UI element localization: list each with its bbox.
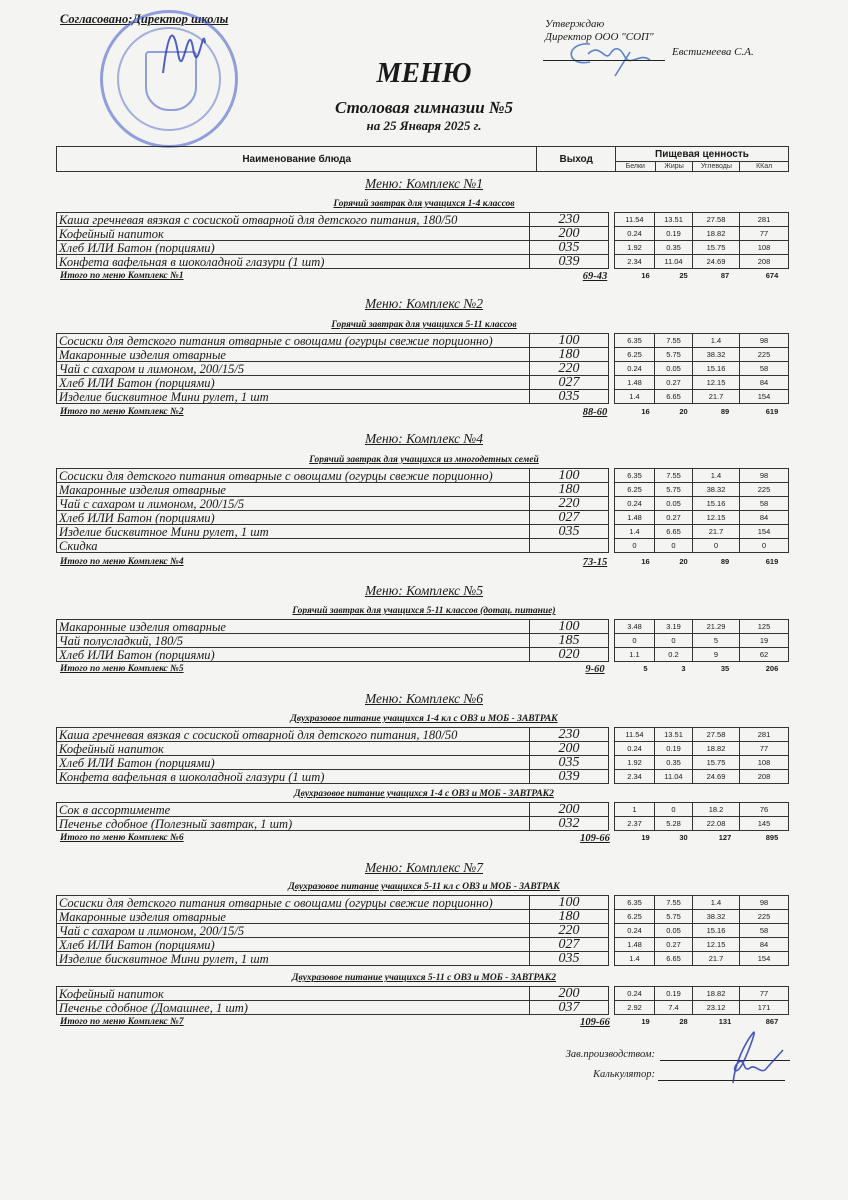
dish-carbs: 18.2 [693, 803, 740, 817]
dish-fat: 0 [655, 803, 693, 817]
production-head-label: Зав.производством: [565, 1049, 655, 1060]
section-title: Меню: Комплекс №4 [364, 431, 484, 446]
table-row [57, 213, 789, 227]
col-kcal: ККал [740, 162, 789, 172]
page-title: МЕНЮ [376, 58, 472, 89]
section-total-row [60, 271, 793, 283]
dish-protein: 6.35 [615, 334, 655, 348]
dish-output: 200 [530, 227, 609, 241]
dish-fat: 0.27 [655, 376, 693, 390]
dish-kcal: 77 [740, 742, 789, 756]
dish-kcal: 62 [740, 648, 789, 662]
col-output: Выход [537, 147, 616, 172]
total-kcal: 619 [765, 557, 779, 566]
dish-fat: 0.05 [655, 497, 693, 511]
dish-kcal: 58 [740, 497, 789, 511]
total-protein: 16 [641, 407, 650, 416]
dish-output: 220 [530, 497, 609, 511]
table-row [57, 728, 789, 742]
dish-protein: 0.24 [615, 987, 655, 1001]
dish-name: Сосиски для детского питания отварные с овощами (огурцы свежие порционно) [57, 469, 530, 483]
table-row [57, 241, 789, 255]
group-subtitle: Двухразовое питание учащихся 5-11 кл с ОВЗ и МОБ - ЗАВТРАК [288, 882, 560, 892]
approver-position: Директор ООО "СОП" [545, 31, 654, 43]
table-row [57, 255, 789, 269]
dish-carbs: 23.12 [693, 1001, 740, 1015]
group-subtitle: Горячий завтрак для учащихся 1-4 классов [333, 199, 515, 209]
dish-kcal: 225 [740, 348, 789, 362]
total-protein: 16 [641, 271, 650, 280]
dish-output: 020 [530, 648, 609, 662]
dish-output: 027 [530, 376, 609, 390]
col-nutrition: Пищевая ценность [615, 147, 788, 162]
dish-carbs: 38.32 [693, 483, 740, 497]
dish-output: 039 [530, 255, 609, 269]
table-row [57, 634, 789, 648]
dish-protein: 0.24 [615, 497, 655, 511]
total-protein: 19 [641, 1017, 650, 1026]
dish-name: Скидка [57, 539, 530, 553]
dish-fat: 0.05 [655, 362, 693, 376]
dish-protein: 1.48 [615, 938, 655, 952]
section-title: Меню: Комплекс №1 [364, 176, 484, 191]
dish-name: Макаронные изделия отварные [57, 348, 530, 362]
total-kcal: 867 [765, 1017, 779, 1026]
dish-protein: 0 [615, 634, 655, 648]
dish-protein: 6.35 [615, 896, 655, 910]
dish-output: 035 [530, 241, 609, 255]
dish-fat: 5.75 [655, 483, 693, 497]
dish-kcal: 145 [740, 817, 789, 831]
dish-carbs: 15.16 [693, 924, 740, 938]
total-label: Итого по меню Комплекс №7 [60, 1017, 184, 1027]
dish-carbs: 38.32 [693, 910, 740, 924]
total-kcal: 674 [765, 271, 779, 280]
dish-name: Кофейный напиток [57, 227, 530, 241]
table-row [57, 497, 789, 511]
dish-kcal: 58 [740, 362, 789, 376]
dish-name: Хлеб ИЛИ Батон (порциями) [57, 376, 530, 390]
dish-table [56, 895, 789, 966]
dish-fat: 7.4 [655, 1001, 693, 1015]
dish-name: Печенье сдобное (Домашнее, 1 шт) [57, 1001, 530, 1015]
dish-carbs: 9 [693, 648, 740, 662]
dish-protein: 6.35 [615, 469, 655, 483]
dish-output: 200 [530, 803, 609, 817]
col-protein: Белки [615, 162, 655, 172]
table-row [57, 620, 789, 634]
dish-fat: 0.19 [655, 987, 693, 1001]
dish-output: 035 [530, 756, 609, 770]
section-total-row [60, 664, 793, 676]
dish-output: 027 [530, 511, 609, 525]
dish-carbs: 0 [693, 539, 740, 553]
dish-kcal: 76 [740, 803, 789, 817]
dish-fat: 6.65 [655, 952, 693, 966]
page-subtitle: Столовая гимназии №5 [334, 98, 514, 117]
table-row [57, 469, 789, 483]
total-kcal: 619 [765, 407, 779, 416]
dish-protein: 1 [615, 803, 655, 817]
table-row [57, 987, 789, 1001]
dish-kcal: 77 [740, 987, 789, 1001]
total-label: Итого по меню Комплекс №5 [60, 664, 184, 674]
dish-kcal: 108 [740, 241, 789, 255]
table-row [57, 817, 789, 831]
dish-protein: 1.48 [615, 511, 655, 525]
dish-carbs: 15.75 [693, 241, 740, 255]
dish-output: 180 [530, 910, 609, 924]
dish-output [530, 539, 609, 553]
total-price: 109-66 [580, 833, 610, 844]
dish-carbs: 12.15 [693, 938, 740, 952]
table-row [57, 924, 789, 938]
dish-fat: 5.28 [655, 817, 693, 831]
dish-kcal: 98 [740, 469, 789, 483]
total-fat: 20 [679, 407, 688, 416]
dish-protein: 0 [615, 539, 655, 553]
dish-carbs: 12.15 [693, 511, 740, 525]
dish-name: Чай полусладкий, 180/5 [57, 634, 530, 648]
dish-protein: 0.24 [615, 742, 655, 756]
calculator-label: Калькулятор: [593, 1069, 655, 1080]
dish-kcal: 108 [740, 756, 789, 770]
approved-by-school-director: Согласовано:Директор школы [60, 12, 229, 26]
dish-protein: 1.1 [615, 648, 655, 662]
dish-fat: 0.35 [655, 756, 693, 770]
dish-protein: 1.48 [615, 376, 655, 390]
director-name: Евстигнеева С.А. [672, 46, 754, 58]
dish-name: Конфета вафельная в шоколадной глазури (1 шт) [57, 770, 530, 784]
dish-carbs: 27.58 [693, 213, 740, 227]
dish-carbs: 15.75 [693, 756, 740, 770]
dish-name: Хлеб ИЛИ Батон (порциями) [57, 241, 530, 255]
dish-carbs: 15.16 [693, 497, 740, 511]
group-subtitle: Горячий завтрак для учащихся из многодетных семей [309, 455, 539, 465]
dish-carbs: 18.82 [693, 742, 740, 756]
table-row [57, 896, 789, 910]
total-price: 69-43 [582, 271, 608, 282]
total-label: Итого по меню Комплекс №4 [60, 557, 184, 567]
dish-table [56, 727, 789, 784]
total-kcal: 206 [765, 664, 779, 673]
dish-carbs: 18.82 [693, 227, 740, 241]
dish-kcal: 84 [740, 938, 789, 952]
total-fat: 30 [679, 833, 688, 842]
total-protein: 5 [643, 664, 648, 673]
dish-output: 027 [530, 938, 609, 952]
dish-name: Сок в ассортименте [57, 803, 530, 817]
dish-protein: 2.34 [615, 255, 655, 269]
dish-protein: 2.37 [615, 817, 655, 831]
section-total-row [60, 407, 793, 419]
dish-protein: 11.54 [615, 213, 655, 227]
dish-carbs: 27.58 [693, 728, 740, 742]
section-total-row [60, 1017, 793, 1029]
dish-output: 037 [530, 1001, 609, 1015]
dish-output: 220 [530, 362, 609, 376]
dish-protein: 2.92 [615, 1001, 655, 1015]
dish-kcal: 225 [740, 910, 789, 924]
total-label: Итого по меню Комплекс №1 [60, 271, 184, 281]
dish-carbs: 15.16 [693, 362, 740, 376]
total-price: 73-15 [582, 557, 608, 568]
dish-kcal: 154 [740, 525, 789, 539]
dish-kcal: 0 [740, 539, 789, 553]
dish-kcal: 154 [740, 390, 789, 404]
dish-output: 035 [530, 525, 609, 539]
section-title: Меню: Комплекс №7 [364, 860, 484, 875]
col-carbs: Углеводы [693, 162, 740, 172]
table-row [57, 803, 789, 817]
dish-name: Сосиски для детского питания отварные с овощами (огурцы свежие порционно) [57, 896, 530, 910]
section-title: Меню: Комплекс №2 [364, 296, 484, 311]
dish-protein: 0.24 [615, 924, 655, 938]
dish-output: 035 [530, 390, 609, 404]
table-row [57, 648, 789, 662]
total-label: Итого по меню Комплекс №6 [60, 833, 184, 843]
dish-kcal: 171 [740, 1001, 789, 1015]
dish-kcal: 154 [740, 952, 789, 966]
dish-carbs: 21.7 [693, 952, 740, 966]
table-row [57, 483, 789, 497]
dish-output: 039 [530, 770, 609, 784]
dish-fat: 6.65 [655, 390, 693, 404]
dish-fat: 0 [655, 634, 693, 648]
dish-carbs: 5 [693, 634, 740, 648]
dish-carbs: 1.4 [693, 896, 740, 910]
dish-output: 200 [530, 742, 609, 756]
total-price: 88-60 [582, 407, 608, 418]
table-row [57, 390, 789, 404]
dish-carbs: 24.69 [693, 770, 740, 784]
table-row [57, 1001, 789, 1015]
dish-kcal: 208 [740, 255, 789, 269]
dish-carbs: 24.69 [693, 255, 740, 269]
dish-fat: 7.55 [655, 896, 693, 910]
dish-carbs: 18.82 [693, 987, 740, 1001]
dish-output: 180 [530, 483, 609, 497]
dish-output: 220 [530, 924, 609, 938]
dish-protein: 0.24 [615, 227, 655, 241]
dish-kcal: 208 [740, 770, 789, 784]
dish-name: Конфета вафельная в шоколадной глазури (1 шт) [57, 255, 530, 269]
dish-fat: 0.19 [655, 227, 693, 241]
dish-protein: 3.48 [615, 620, 655, 634]
dish-kcal: 281 [740, 728, 789, 742]
dish-name: Изделие бисквитное Мини рулет, 1 шт [57, 952, 530, 966]
dish-name: Кофейный напиток [57, 987, 530, 1001]
dish-kcal: 98 [740, 334, 789, 348]
dish-name: Хлеб ИЛИ Батон (порциями) [57, 938, 530, 952]
dish-name: Каша гречневая вязкая с сосиской отварной для детского питания, 180/50 [57, 728, 530, 742]
dish-fat: 5.75 [655, 348, 693, 362]
total-carbs: 35 [720, 664, 730, 673]
dish-name: Макаронные изделия отварные [57, 620, 530, 634]
dish-protein: 6.25 [615, 483, 655, 497]
dish-kcal: 281 [740, 213, 789, 227]
group-subtitle: Горячий завтрак для учащихся 5-11 классов (дотац. питание) [292, 606, 556, 616]
dish-name: Чай с сахаром и лимоном, 200/15/5 [57, 924, 530, 938]
table-row [57, 334, 789, 348]
dish-output: 185 [530, 634, 609, 648]
dish-name: Макаронные изделия отварные [57, 910, 530, 924]
total-carbs: 89 [720, 557, 730, 566]
dish-fat: 0.27 [655, 511, 693, 525]
dish-name: Хлеб ИЛИ Батон (порциями) [57, 648, 530, 662]
dish-output: 100 [530, 896, 609, 910]
group-subtitle: Двухразовое питание учащихся 5-11 с ОВЗ и МОБ - ЗАВТРАК2 [292, 973, 556, 983]
dish-kcal: 125 [740, 620, 789, 634]
table-row [57, 376, 789, 390]
menu-date: на 25 Января 2025 г. [366, 118, 482, 133]
dish-carbs: 1.4 [693, 469, 740, 483]
dish-name: Каша гречневая вязкая с сосиской отварной для детского питания, 180/50 [57, 213, 530, 227]
dish-carbs: 21.7 [693, 390, 740, 404]
table-row [57, 742, 789, 756]
dish-fat: 0.05 [655, 924, 693, 938]
total-protein: 16 [641, 557, 650, 566]
total-carbs: 127 [718, 833, 732, 842]
table-row [57, 348, 789, 362]
dish-output: 100 [530, 469, 609, 483]
dish-fat: 7.55 [655, 334, 693, 348]
dish-protein: 1.4 [615, 390, 655, 404]
dish-fat: 0.35 [655, 241, 693, 255]
dish-protein: 6.25 [615, 348, 655, 362]
dish-fat: 3.19 [655, 620, 693, 634]
dish-table [56, 802, 789, 831]
total-fat: 25 [679, 271, 688, 280]
dish-name: Сосиски для детского питания отварные с овощами (огурцы свежие порционно) [57, 334, 530, 348]
dish-carbs: 21.29 [693, 620, 740, 634]
section-total-row [60, 557, 793, 569]
calculator-signature-icon [705, 1028, 785, 1086]
dish-output: 032 [530, 817, 609, 831]
dish-fat: 6.65 [655, 525, 693, 539]
dish-output: 230 [530, 213, 609, 227]
dish-protein: 11.54 [615, 728, 655, 742]
section-title: Меню: Комплекс №6 [364, 691, 484, 706]
dish-fat: 0.2 [655, 648, 693, 662]
dish-fat: 0.19 [655, 742, 693, 756]
dish-table [56, 468, 789, 553]
total-label: Итого по меню Комплекс №2 [60, 407, 184, 417]
total-fat: 3 [681, 664, 686, 673]
dish-name: Кофейный напиток [57, 742, 530, 756]
dish-fat: 13.51 [655, 728, 693, 742]
table-row [57, 539, 789, 553]
dish-name: Макаронные изделия отварные [57, 483, 530, 497]
dish-fat: 7.55 [655, 469, 693, 483]
dish-protein: 1.4 [615, 952, 655, 966]
dish-kcal: 98 [740, 896, 789, 910]
table-row [57, 938, 789, 952]
dish-kcal: 19 [740, 634, 789, 648]
total-price: 9-60 [585, 664, 605, 675]
dish-output: 100 [530, 620, 609, 634]
dish-name: Хлеб ИЛИ Батон (порциями) [57, 756, 530, 770]
dish-fat: 11.04 [655, 255, 693, 269]
dish-fat: 0 [655, 539, 693, 553]
section-title: Меню: Комплекс №5 [364, 583, 484, 598]
group-subtitle: Двухразовое питание учащихся 1-4 с ОВЗ и МОБ - ЗАВТРАК2 [294, 789, 554, 799]
dish-name: Чай с сахаром и лимоном, 200/15/5 [57, 497, 530, 511]
table-row [57, 362, 789, 376]
table-row [57, 770, 789, 784]
dish-kcal: 84 [740, 376, 789, 390]
dish-name: Печенье сдобное (Полезный завтрак, 1 шт) [57, 817, 530, 831]
total-carbs: 89 [720, 407, 730, 416]
dish-carbs: 38.32 [693, 348, 740, 362]
table-row [57, 511, 789, 525]
dish-protein: 1.92 [615, 756, 655, 770]
dish-output: 230 [530, 728, 609, 742]
dish-protein: 0.24 [615, 362, 655, 376]
dish-carbs: 21.7 [693, 525, 740, 539]
dish-table [56, 986, 789, 1015]
table-row [57, 910, 789, 924]
dish-carbs: 12.15 [693, 376, 740, 390]
dish-carbs: 22.08 [693, 817, 740, 831]
total-price: 109-66 [580, 1017, 610, 1028]
dish-kcal: 77 [740, 227, 789, 241]
col-dish-name: Наименование блюда [57, 147, 537, 172]
table-row [57, 227, 789, 241]
total-kcal: 895 [765, 833, 779, 842]
total-carbs: 87 [720, 271, 730, 280]
dish-carbs: 1.4 [693, 334, 740, 348]
approved-label: Утверждаю [545, 18, 605, 30]
dish-kcal: 84 [740, 511, 789, 525]
dish-fat: 13.51 [655, 213, 693, 227]
dish-name: Чай с сахаром и лимоном, 200/15/5 [57, 362, 530, 376]
dish-output: 100 [530, 334, 609, 348]
dish-protein: 6.25 [615, 910, 655, 924]
total-fat: 20 [679, 557, 688, 566]
group-subtitle: Горячий завтрак для учащихся 5-11 классов [331, 320, 517, 330]
dish-name: Изделие бисквитное Мини рулет, 1 шт [57, 525, 530, 539]
dish-output: 035 [530, 952, 609, 966]
dish-output: 180 [530, 348, 609, 362]
dish-fat: 5.75 [655, 910, 693, 924]
dish-protein: 1.92 [615, 241, 655, 255]
table-row [57, 525, 789, 539]
dish-protein: 2.34 [615, 770, 655, 784]
table-row [57, 952, 789, 966]
dish-table [56, 333, 789, 404]
dish-output: 200 [530, 987, 609, 1001]
col-fat: Жиры [655, 162, 693, 172]
dish-kcal: 58 [740, 924, 789, 938]
dish-name: Изделие бисквитное Мини рулет, 1 шт [57, 390, 530, 404]
table-row [57, 756, 789, 770]
total-fat: 28 [679, 1017, 688, 1026]
dish-protein: 1.4 [615, 525, 655, 539]
total-protein: 19 [641, 833, 650, 842]
column-header-table [56, 146, 789, 172]
total-carbs: 131 [718, 1017, 732, 1026]
group-subtitle: Двухразовое питание учащихся 1-4 кл с ОВЗ и МОБ - ЗАВТРАК [290, 714, 558, 724]
dish-table [56, 212, 789, 269]
dish-kcal: 225 [740, 483, 789, 497]
section-total-row [60, 833, 793, 845]
dish-name: Хлеб ИЛИ Батон (порциями) [57, 511, 530, 525]
dish-fat: 0.27 [655, 938, 693, 952]
dish-fat: 11.04 [655, 770, 693, 784]
dish-table [56, 619, 789, 662]
